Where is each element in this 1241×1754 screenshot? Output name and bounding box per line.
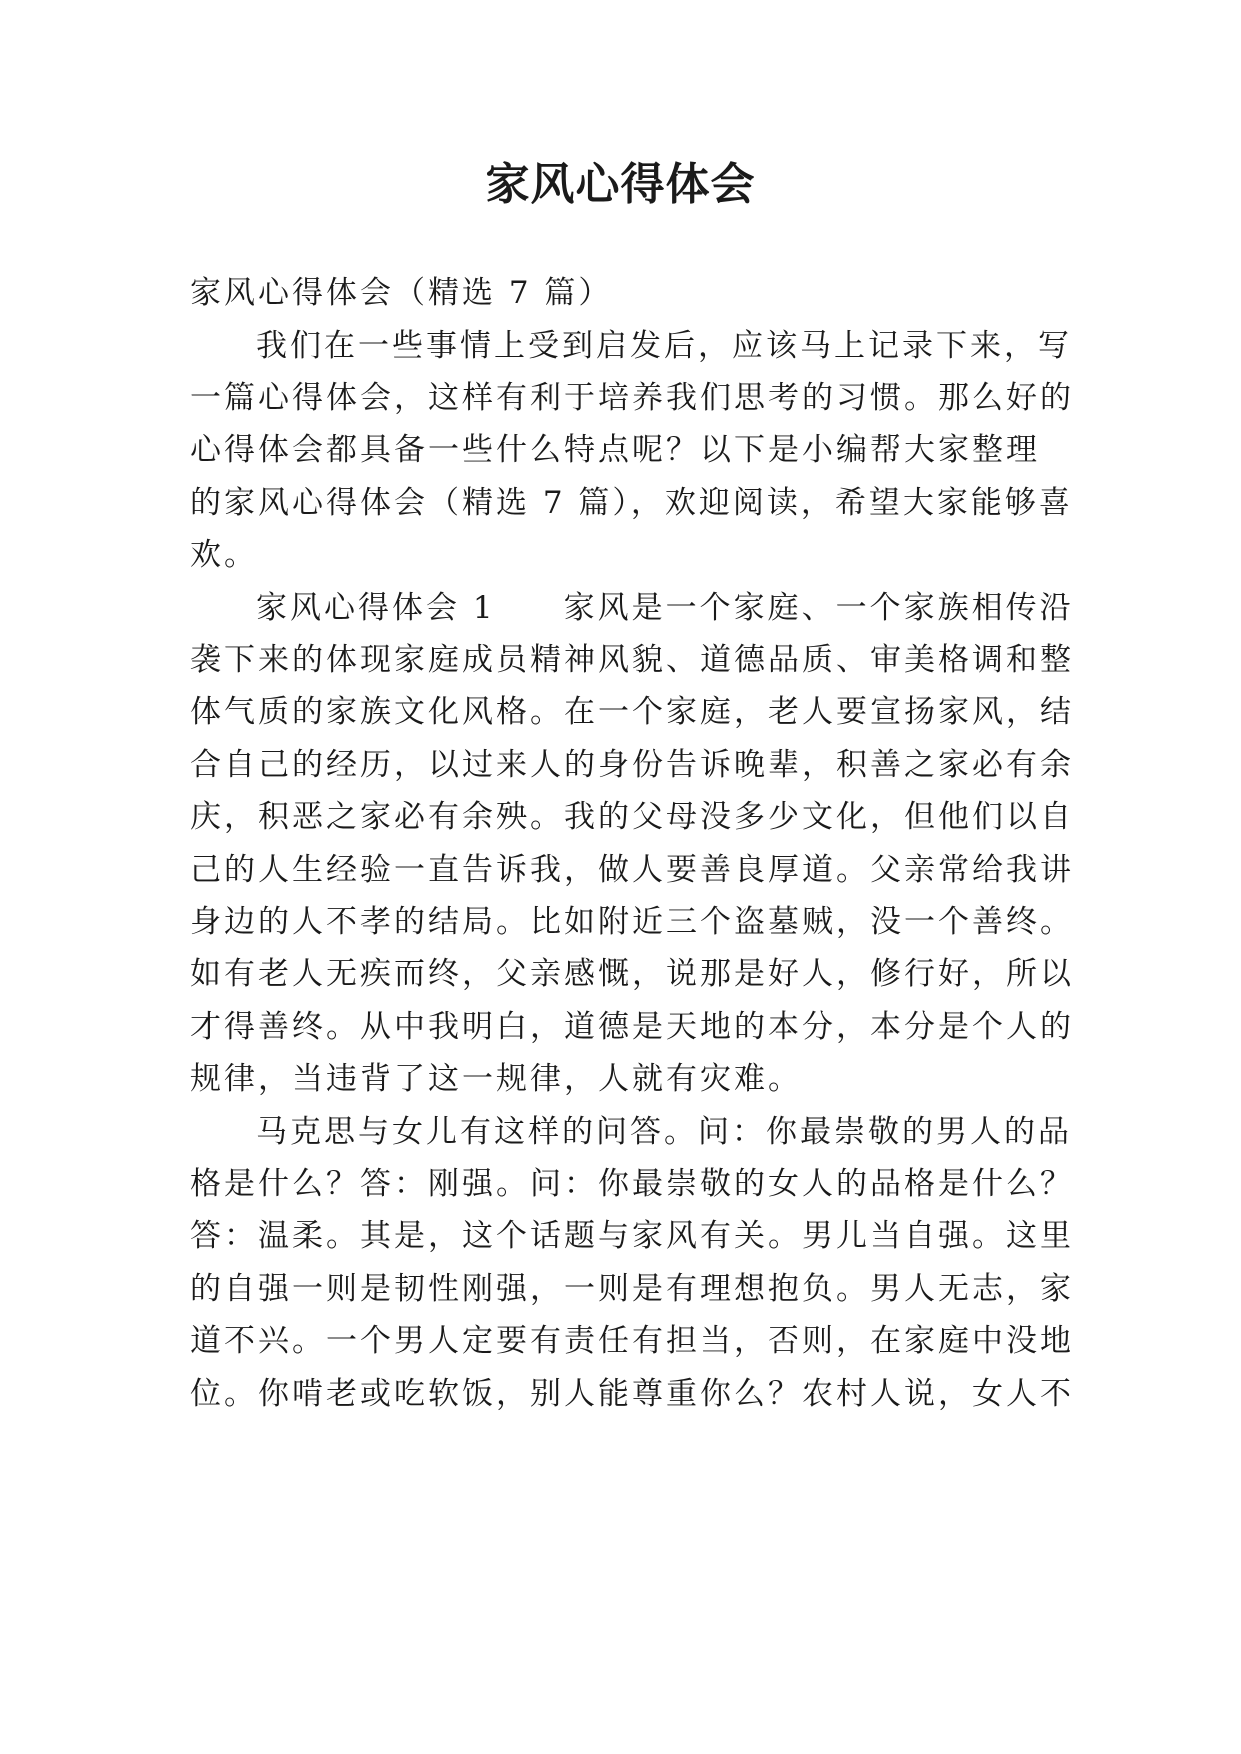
paragraph-line: 才得善终。从中我明白，道德是天地的本分，本分是个人的: [190, 1009, 1074, 1045]
paragraph-line: 身边的人不孝的结局。比如附近三个盗墓贼，没一个善终。: [190, 904, 1074, 940]
paragraph-line: 家风心得体会 1 家风是一个家庭、一个家族相传沿: [256, 590, 1074, 626]
document-title: 家风心得体会: [485, 159, 756, 210]
paragraph-line: 庆，积恶之家必有余殃。我的父母没多少文化，但他们以自: [190, 799, 1074, 835]
paragraph-line: 格是什么？答：刚强。问：你最崇敬的女人的品格是什么？: [190, 1166, 1074, 1202]
paragraph-line: 规律，当违背了这一规律，人就有灾难。: [190, 1061, 802, 1097]
paragraph-line: 位。你啃老或吃软饭，别人能尊重你么？农村人说，女人不: [190, 1376, 1074, 1412]
paragraph-line: 袭下来的体现家庭成员精神风貌、道德品质、审美格调和整: [190, 642, 1074, 678]
paragraph-line: 己的人生经验一直告诉我，做人要善良厚道。父亲常给我讲: [190, 852, 1074, 888]
paragraph-line: 欢。: [190, 537, 258, 573]
paragraph-line: 道不兴。一个男人定要有责任有担当，否则，在家庭中没地: [190, 1323, 1074, 1359]
paragraph-line: 一篇心得体会，这样有利于培养我们思考的习惯。那么好的: [190, 380, 1074, 416]
document-subtitle: 家风心得体会（精选 7 篇）: [190, 275, 613, 311]
paragraph-line: 体气质的家族文化风格。在一个家庭，老人要宣扬家风，结: [190, 694, 1074, 730]
paragraph-line: 马克思与女儿有这样的问答。问：你最崇敬的男人的品: [256, 1114, 1072, 1150]
paragraph-line: 合自己的经历，以过来人的身份告诉晚辈，积善之家必有余: [190, 747, 1074, 783]
paragraph-line: 的自强一则是韧性刚强，一则是有理想抱负。男人无志，家: [190, 1271, 1074, 1307]
paragraph-line: 答：温柔。其是，这个话题与家风有关。男儿当自强。这里: [190, 1218, 1074, 1254]
paragraph-line: 的家风心得体会（精选 7 篇），欢迎阅读，希望大家能够喜: [190, 485, 1073, 521]
paragraph-line: 心得体会都具备一些什么特点呢？以下是小编帮大家整理: [190, 432, 1040, 468]
paragraph-line: 如有老人无疾而终，父亲感慨，说那是好人，修行好，所以: [190, 956, 1074, 992]
paragraph-line: 我们在一些事情上受到启发后，应该马上记录下来，写: [256, 328, 1072, 364]
